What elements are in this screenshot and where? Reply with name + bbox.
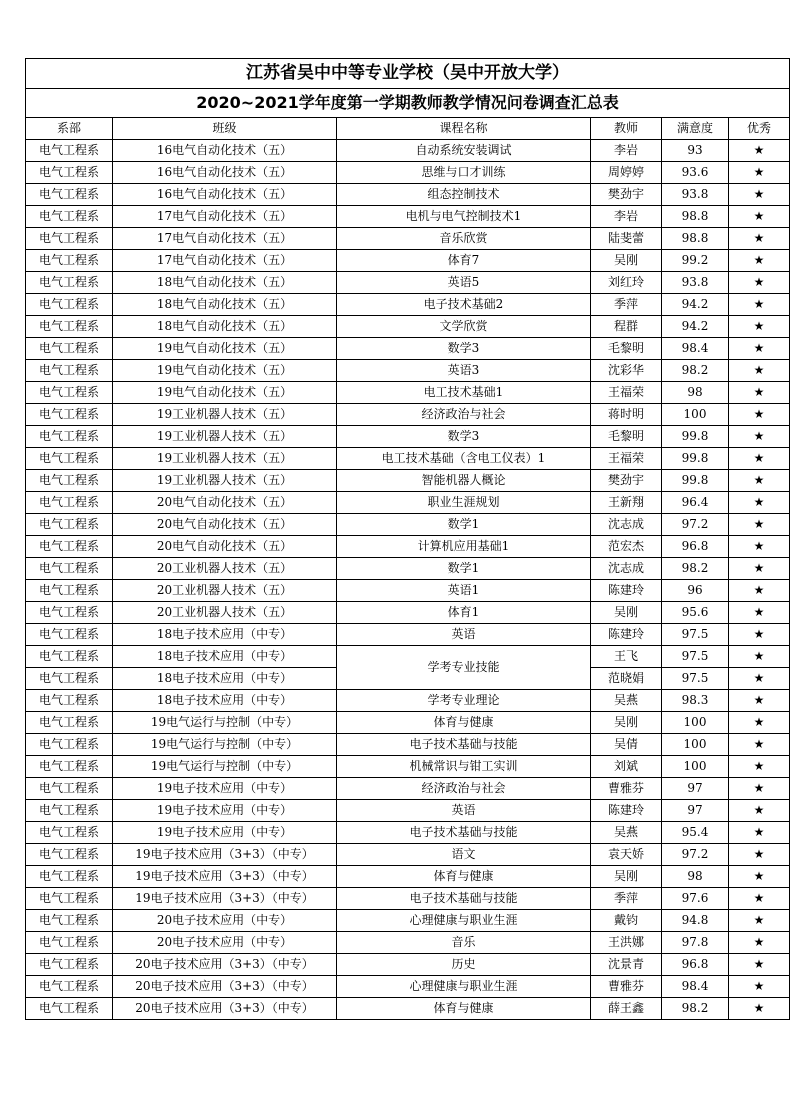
- star-icon: ★: [729, 690, 790, 712]
- cell-department: 电气工程系: [26, 404, 113, 426]
- star-icon: ★: [729, 360, 790, 382]
- table-row: [26, 272, 790, 294]
- cell-course: 体育1: [337, 602, 591, 624]
- star-icon: ★: [729, 866, 790, 888]
- cell-satisfaction: 96.8: [662, 954, 729, 976]
- star-icon: ★: [729, 822, 790, 844]
- cell-course: 电子技术基础与技能: [337, 888, 591, 910]
- cell-teacher: 薛王鑫: [591, 998, 662, 1020]
- cell-department: 电气工程系: [26, 756, 113, 778]
- cell-class: 19电气运行与控制（中专）: [113, 734, 337, 756]
- cell-course: 数学3: [337, 426, 591, 448]
- cell-course: 电子技术基础与技能: [337, 822, 591, 844]
- cell-satisfaction: 97.5: [662, 668, 729, 690]
- table-row: [26, 778, 790, 800]
- cell-class: 19电气自动化技术（五）: [113, 382, 337, 404]
- table-row: [26, 404, 790, 426]
- star-icon: ★: [729, 316, 790, 338]
- cell-class: 20工业机器人技术（五）: [113, 602, 337, 624]
- cell-department: 电气工程系: [26, 206, 113, 228]
- star-icon: ★: [729, 712, 790, 734]
- cell-teacher: 周婷婷: [591, 162, 662, 184]
- cell-satisfaction: 99.8: [662, 448, 729, 470]
- star-icon: ★: [729, 734, 790, 756]
- cell-department: 电气工程系: [26, 712, 113, 734]
- cell-satisfaction: 98.2: [662, 558, 729, 580]
- star-icon: ★: [729, 184, 790, 206]
- cell-satisfaction: 100: [662, 712, 729, 734]
- cell-satisfaction: 99.8: [662, 426, 729, 448]
- table-row: [26, 910, 790, 932]
- cell-class: 19工业机器人技术（五）: [113, 426, 337, 448]
- table-row: [26, 250, 790, 272]
- star-icon: ★: [729, 404, 790, 426]
- cell-satisfaction: 96.8: [662, 536, 729, 558]
- table-row: [26, 294, 790, 316]
- cell-department: 电气工程系: [26, 228, 113, 250]
- cell-class: 18电气自动化技术（五）: [113, 272, 337, 294]
- cell-teacher: 王福荣: [591, 382, 662, 404]
- header-course: 课程名称: [337, 118, 591, 140]
- cell-course: 体育与健康: [337, 712, 591, 734]
- star-icon: ★: [729, 602, 790, 624]
- cell-course: 自动系统安装调试: [337, 140, 591, 162]
- cell-teacher: 沈景青: [591, 954, 662, 976]
- header-teacher: 教师: [591, 118, 662, 140]
- table-row: [26, 228, 790, 250]
- cell-department: 电气工程系: [26, 932, 113, 954]
- star-icon: ★: [729, 800, 790, 822]
- cell-department: 电气工程系: [26, 338, 113, 360]
- cell-department: 电气工程系: [26, 426, 113, 448]
- cell-course: 音乐: [337, 932, 591, 954]
- cell-teacher: 季萍: [591, 294, 662, 316]
- table-row: [26, 976, 790, 998]
- cell-teacher: 吴刚: [591, 602, 662, 624]
- star-icon: ★: [729, 426, 790, 448]
- cell-department: 电气工程系: [26, 624, 113, 646]
- cell-course: 语文: [337, 844, 591, 866]
- cell-department: 电气工程系: [26, 910, 113, 932]
- cell-teacher: 吴燕: [591, 690, 662, 712]
- cell-department: 电气工程系: [26, 184, 113, 206]
- cell-teacher: 樊劲宇: [591, 470, 662, 492]
- cell-department: 电气工程系: [26, 514, 113, 536]
- cell-department: 电气工程系: [26, 382, 113, 404]
- cell-class: 17电气自动化技术（五）: [113, 206, 337, 228]
- cell-course: 心理健康与职业生涯: [337, 976, 591, 998]
- cell-satisfaction: 99.2: [662, 250, 729, 272]
- table-row: [26, 338, 790, 360]
- cell-department: 电气工程系: [26, 866, 113, 888]
- cell-teacher: 毛黎明: [591, 338, 662, 360]
- cell-class: 17电气自动化技术（五）: [113, 250, 337, 272]
- cell-class: 19工业机器人技术（五）: [113, 404, 337, 426]
- cell-class: 16电气自动化技术（五）: [113, 162, 337, 184]
- table-row: [26, 162, 790, 184]
- cell-department: 电气工程系: [26, 954, 113, 976]
- table-row: [26, 602, 790, 624]
- cell-class: 19电子技术应用（3+3）（中专）: [113, 844, 337, 866]
- table-row: [26, 536, 790, 558]
- cell-class: 20电子技术应用（3+3）（中专）: [113, 954, 337, 976]
- cell-satisfaction: 95.4: [662, 822, 729, 844]
- table-row: [26, 624, 790, 646]
- cell-teacher: 刘斌: [591, 756, 662, 778]
- cell-course: 数学1: [337, 558, 591, 580]
- cell-class: 20电子技术应用（中专）: [113, 910, 337, 932]
- star-icon: ★: [729, 272, 790, 294]
- star-icon: ★: [729, 140, 790, 162]
- cell-course: 英语: [337, 624, 591, 646]
- cell-department: 电气工程系: [26, 998, 113, 1020]
- table-row: [26, 448, 790, 470]
- cell-department: 电气工程系: [26, 250, 113, 272]
- cell-satisfaction: 94.2: [662, 316, 729, 338]
- table-header: [26, 118, 790, 140]
- cell-satisfaction: 99.8: [662, 470, 729, 492]
- cell-course: 经济政治与社会: [337, 404, 591, 426]
- document-subtitle: 2020~2021学年度第一学期教师教学情况问卷调查汇总表: [26, 89, 790, 118]
- star-icon: ★: [729, 162, 790, 184]
- cell-course: 数学3: [337, 338, 591, 360]
- cell-class: 19电气自动化技术（五）: [113, 360, 337, 382]
- table-row: [26, 140, 790, 162]
- cell-class: 17电气自动化技术（五）: [113, 228, 337, 250]
- cell-department: 电气工程系: [26, 272, 113, 294]
- cell-department: 电气工程系: [26, 140, 113, 162]
- cell-teacher: 吴倩: [591, 734, 662, 756]
- cell-satisfaction: 100: [662, 734, 729, 756]
- cell-teacher: 范宏杰: [591, 536, 662, 558]
- cell-department: 电气工程系: [26, 294, 113, 316]
- cell-department: 电气工程系: [26, 558, 113, 580]
- star-icon: ★: [729, 228, 790, 250]
- star-icon: ★: [729, 646, 790, 668]
- table-row: [26, 844, 790, 866]
- table-row: [26, 822, 790, 844]
- survey-summary-table: [25, 58, 790, 1020]
- star-icon: ★: [729, 492, 790, 514]
- star-icon: ★: [729, 624, 790, 646]
- cell-satisfaction: 98.8: [662, 206, 729, 228]
- cell-teacher: 范晓娟: [591, 668, 662, 690]
- cell-satisfaction: 100: [662, 756, 729, 778]
- cell-course: 数学1: [337, 514, 591, 536]
- cell-department: 电气工程系: [26, 360, 113, 382]
- cell-teacher: 樊劲宇: [591, 184, 662, 206]
- cell-class: 19工业机器人技术（五）: [113, 448, 337, 470]
- star-icon: ★: [729, 536, 790, 558]
- cell-satisfaction: 97.5: [662, 624, 729, 646]
- cell-satisfaction: 98.2: [662, 360, 729, 382]
- cell-class: 20工业机器人技术（五）: [113, 580, 337, 602]
- cell-class: 20电子技术应用（3+3）（中专）: [113, 998, 337, 1020]
- cell-course: 体育7: [337, 250, 591, 272]
- cell-class: 16电气自动化技术（五）: [113, 184, 337, 206]
- table-row: [26, 316, 790, 338]
- cell-department: 电气工程系: [26, 470, 113, 492]
- table-row: [26, 756, 790, 778]
- star-icon: ★: [729, 294, 790, 316]
- cell-satisfaction: 98.2: [662, 998, 729, 1020]
- table-row: [26, 558, 790, 580]
- table-row: [26, 360, 790, 382]
- table-row: [26, 954, 790, 976]
- cell-teacher: 曹雅芬: [591, 778, 662, 800]
- cell-course: 电子技术基础与技能: [337, 734, 591, 756]
- header-class: 班级: [113, 118, 337, 140]
- star-icon: ★: [729, 338, 790, 360]
- cell-course: 心理健康与职业生涯: [337, 910, 591, 932]
- star-icon: ★: [729, 382, 790, 404]
- cell-teacher: 陈建玲: [591, 624, 662, 646]
- table-row: [26, 690, 790, 712]
- cell-course: 电子技术基础2: [337, 294, 591, 316]
- cell-course: 英语5: [337, 272, 591, 294]
- cell-department: 电气工程系: [26, 844, 113, 866]
- cell-satisfaction: 100: [662, 404, 729, 426]
- cell-satisfaction: 98.3: [662, 690, 729, 712]
- table-row: [26, 888, 790, 910]
- star-icon: ★: [729, 954, 790, 976]
- cell-teacher: 沈彩华: [591, 360, 662, 382]
- cell-satisfaction: 98: [662, 866, 729, 888]
- cell-course: 思维与口才训练: [337, 162, 591, 184]
- cell-teacher: 吴刚: [591, 866, 662, 888]
- star-icon: ★: [729, 558, 790, 580]
- cell-class: 18电子技术应用（中专）: [113, 646, 337, 668]
- cell-teacher: 沈志成: [591, 514, 662, 536]
- cell-satisfaction: 97.2: [662, 844, 729, 866]
- cell-satisfaction: 94.2: [662, 294, 729, 316]
- cell-satisfaction: 98: [662, 382, 729, 404]
- cell-class: 18电气自动化技术（五）: [113, 316, 337, 338]
- cell-department: 电气工程系: [26, 800, 113, 822]
- cell-department: 电气工程系: [26, 448, 113, 470]
- cell-department: 电气工程系: [26, 492, 113, 514]
- cell-course: 学考专业技能: [337, 646, 591, 690]
- table-row: [26, 514, 790, 536]
- cell-class: 19电子技术应用（中专）: [113, 800, 337, 822]
- cell-course: 英语: [337, 800, 591, 822]
- star-icon: ★: [729, 514, 790, 536]
- star-icon: ★: [729, 932, 790, 954]
- cell-course: 体育与健康: [337, 866, 591, 888]
- star-icon: ★: [729, 778, 790, 800]
- cell-class: 19电子技术应用（3+3）（中专）: [113, 866, 337, 888]
- cell-satisfaction: 97: [662, 778, 729, 800]
- cell-course: 音乐欣赏: [337, 228, 591, 250]
- document-title: 江苏省吴中中等专业学校（吴中开放大学）: [26, 59, 790, 89]
- cell-satisfaction: 94.8: [662, 910, 729, 932]
- star-icon: ★: [729, 756, 790, 778]
- table-row: [26, 998, 790, 1020]
- star-icon: ★: [729, 888, 790, 910]
- cell-course: 智能机器人概论: [337, 470, 591, 492]
- cell-satisfaction: 93.6: [662, 162, 729, 184]
- table-row: [26, 800, 790, 822]
- cell-teacher: 陆斐蕾: [591, 228, 662, 250]
- cell-teacher: 刘红玲: [591, 272, 662, 294]
- table-row: [26, 470, 790, 492]
- cell-satisfaction: 93.8: [662, 272, 729, 294]
- star-icon: ★: [729, 668, 790, 690]
- star-icon: ★: [729, 910, 790, 932]
- table-row: [26, 492, 790, 514]
- cell-course: 机械常识与钳工实训: [337, 756, 591, 778]
- table-row: [26, 382, 790, 404]
- star-icon: ★: [729, 206, 790, 228]
- cell-teacher: 蒋时明: [591, 404, 662, 426]
- cell-teacher: 曹雅芬: [591, 976, 662, 998]
- cell-teacher: 陈建玲: [591, 800, 662, 822]
- cell-satisfaction: 97.8: [662, 932, 729, 954]
- cell-satisfaction: 97.2: [662, 514, 729, 536]
- table-row: [26, 580, 790, 602]
- header-satisfaction: 满意度: [662, 118, 729, 140]
- cell-teacher: 李岩: [591, 140, 662, 162]
- cell-course: 学考专业理论: [337, 690, 591, 712]
- cell-department: 电气工程系: [26, 162, 113, 184]
- cell-satisfaction: 97.5: [662, 646, 729, 668]
- star-icon: ★: [729, 470, 790, 492]
- cell-class: 20电子技术应用（3+3）（中专）: [113, 976, 337, 998]
- cell-course: 计算机应用基础1: [337, 536, 591, 558]
- cell-teacher: 王福荣: [591, 448, 662, 470]
- table-row: [26, 932, 790, 954]
- cell-class: 18电气自动化技术（五）: [113, 294, 337, 316]
- cell-teacher: 袁天娇: [591, 844, 662, 866]
- cell-teacher: 沈志成: [591, 558, 662, 580]
- cell-department: 电气工程系: [26, 976, 113, 998]
- cell-department: 电气工程系: [26, 602, 113, 624]
- cell-department: 电气工程系: [26, 822, 113, 844]
- cell-teacher: 戴钧: [591, 910, 662, 932]
- cell-satisfaction: 98.4: [662, 976, 729, 998]
- cell-department: 电气工程系: [26, 536, 113, 558]
- cell-teacher: 程群: [591, 316, 662, 338]
- cell-satisfaction: 98.4: [662, 338, 729, 360]
- cell-class: 18电子技术应用（中专）: [113, 624, 337, 646]
- cell-department: 电气工程系: [26, 580, 113, 602]
- cell-department: 电气工程系: [26, 668, 113, 690]
- cell-satisfaction: 96.4: [662, 492, 729, 514]
- cell-class: 19电子技术应用（中专）: [113, 778, 337, 800]
- cell-department: 电气工程系: [26, 316, 113, 338]
- table-row: [26, 206, 790, 228]
- cell-course: 电工技术基础1: [337, 382, 591, 404]
- cell-course: 文学欣赏: [337, 316, 591, 338]
- table-row: [26, 866, 790, 888]
- cell-course: 历史: [337, 954, 591, 976]
- star-icon: ★: [729, 998, 790, 1020]
- cell-teacher: 吴刚: [591, 712, 662, 734]
- cell-class: 19电气运行与控制（中专）: [113, 712, 337, 734]
- table-row: [26, 426, 790, 448]
- cell-course: 体育与健康: [337, 998, 591, 1020]
- cell-teacher: 王飞: [591, 646, 662, 668]
- table-row: [26, 734, 790, 756]
- cell-class: 18电子技术应用（中专）: [113, 668, 337, 690]
- star-icon: ★: [729, 250, 790, 272]
- cell-satisfaction: 97: [662, 800, 729, 822]
- cell-teacher: 王洪娜: [591, 932, 662, 954]
- star-icon: ★: [729, 976, 790, 998]
- cell-department: 电气工程系: [26, 646, 113, 668]
- cell-department: 电气工程系: [26, 888, 113, 910]
- cell-class: 20电气自动化技术（五）: [113, 492, 337, 514]
- cell-class: 16电气自动化技术（五）: [113, 140, 337, 162]
- cell-satisfaction: 93.8: [662, 184, 729, 206]
- header-excellent: 优秀: [729, 118, 790, 140]
- cell-class: 19电气运行与控制（中专）: [113, 756, 337, 778]
- cell-class: 19电子技术应用（中专）: [113, 822, 337, 844]
- cell-teacher: 李岩: [591, 206, 662, 228]
- cell-teacher: 吴燕: [591, 822, 662, 844]
- cell-teacher: 毛黎明: [591, 426, 662, 448]
- cell-course: 电工技术基础（含电工仪表）1: [337, 448, 591, 470]
- cell-department: 电气工程系: [26, 734, 113, 756]
- table-row: [26, 646, 790, 668]
- cell-class: 19电子技术应用（3+3）（中专）: [113, 888, 337, 910]
- cell-satisfaction: 97.6: [662, 888, 729, 910]
- cell-department: 电气工程系: [26, 778, 113, 800]
- star-icon: ★: [729, 580, 790, 602]
- cell-satisfaction: 96: [662, 580, 729, 602]
- cell-course: 经济政治与社会: [337, 778, 591, 800]
- cell-teacher: 陈建玲: [591, 580, 662, 602]
- cell-course: 英语3: [337, 360, 591, 382]
- star-icon: ★: [729, 844, 790, 866]
- cell-class: 18电子技术应用（中专）: [113, 690, 337, 712]
- cell-course: 英语1: [337, 580, 591, 602]
- cell-class: 19工业机器人技术（五）: [113, 470, 337, 492]
- cell-department: 电气工程系: [26, 690, 113, 712]
- cell-class: 20电子技术应用（中专）: [113, 932, 337, 954]
- cell-course: 组态控制技术: [337, 184, 591, 206]
- cell-course: 电机与电气控制技术1: [337, 206, 591, 228]
- cell-class: 20工业机器人技术（五）: [113, 558, 337, 580]
- cell-satisfaction: 98.8: [662, 228, 729, 250]
- cell-class: 19电气自动化技术（五）: [113, 338, 337, 360]
- cell-teacher: 吴刚: [591, 250, 662, 272]
- cell-teacher: 季萍: [591, 888, 662, 910]
- cell-satisfaction: 95.6: [662, 602, 729, 624]
- table-row: [26, 712, 790, 734]
- cell-satisfaction: 93: [662, 140, 729, 162]
- star-icon: ★: [729, 448, 790, 470]
- header-department: 系部: [26, 118, 113, 140]
- table-row: [26, 184, 790, 206]
- cell-course: 职业生涯规划: [337, 492, 591, 514]
- cell-teacher: 王新翔: [591, 492, 662, 514]
- cell-class: 20电气自动化技术（五）: [113, 536, 337, 558]
- cell-class: 20电气自动化技术（五）: [113, 514, 337, 536]
